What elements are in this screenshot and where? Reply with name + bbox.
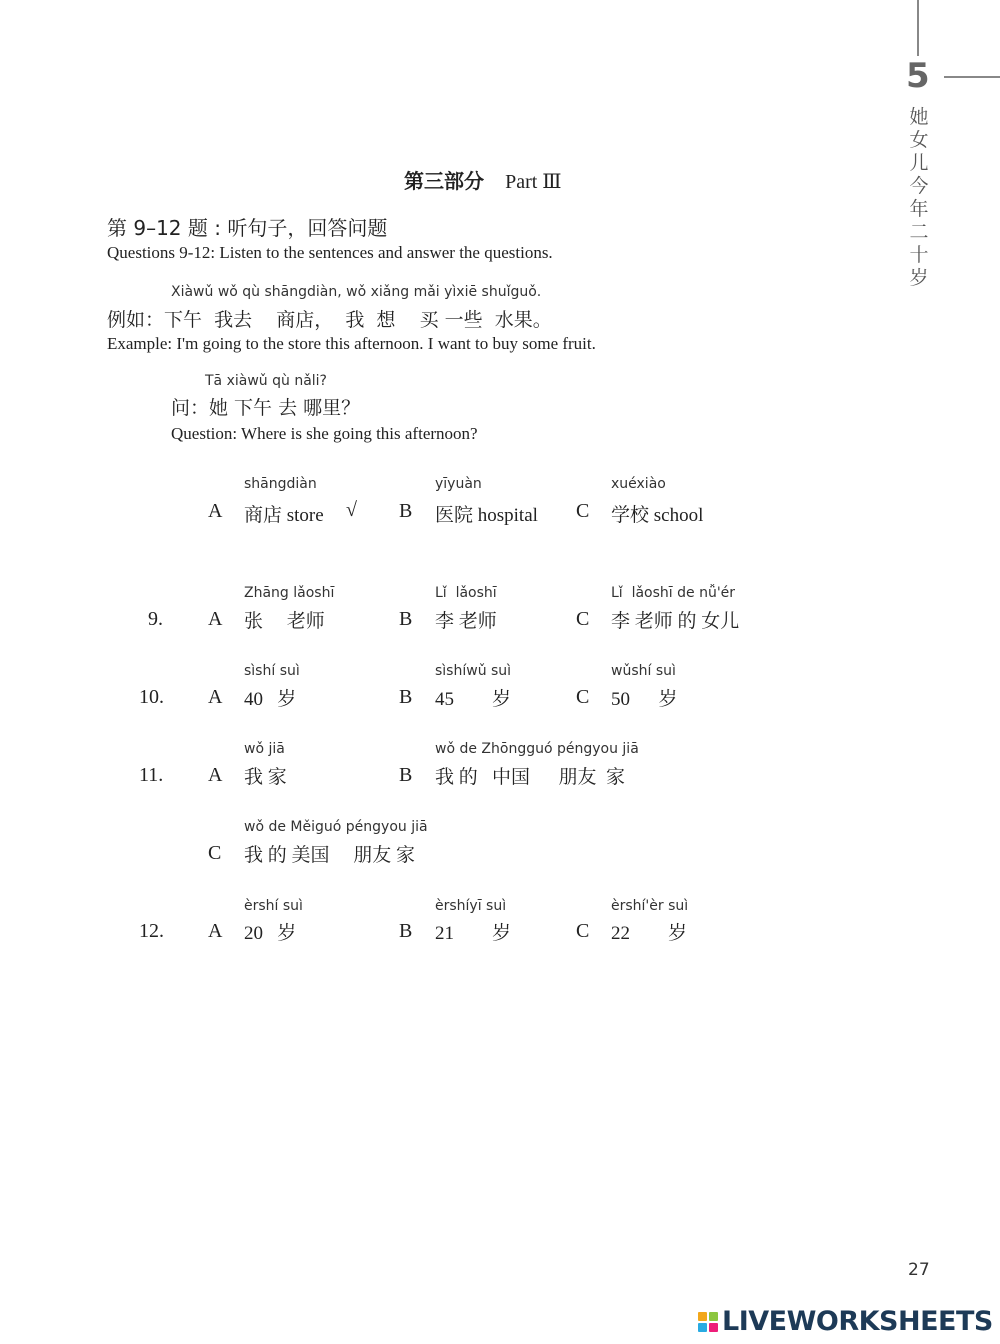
example-pinyin: Xiàwǔ wǒ qù shāngdiàn, wǒ xiǎng mǎi yìxiē shuǐguǒ. bbox=[171, 284, 542, 300]
example-option-b-letter: B bbox=[399, 500, 413, 522]
question-11-option-c-letter[interactable]: C bbox=[208, 842, 222, 864]
question-12-option-a-text[interactable]: 20 岁 bbox=[244, 923, 297, 944]
example-option-a-pinyin: shāngdiàn bbox=[244, 476, 317, 492]
example-question-label: 问： bbox=[171, 397, 210, 419]
question-12-option-b-letter[interactable]: B bbox=[399, 920, 413, 942]
question-9-option-b-letter[interactable]: B bbox=[399, 608, 413, 630]
question-10-option-a-pinyin: sìshí suì bbox=[244, 663, 300, 679]
side-tab-rule bbox=[944, 76, 1000, 78]
logo-square-icon bbox=[709, 1312, 718, 1321]
question-10-option-c-text[interactable]: 50 岁 bbox=[611, 689, 678, 710]
question-12-option-b-text[interactable]: 21 岁 bbox=[435, 923, 512, 944]
example-question-pinyin: Tā xiàwǔ qù nǎli? bbox=[205, 373, 327, 389]
example-question-cn: 她 下午 去 哪里？ bbox=[209, 397, 361, 419]
example-option-a-text: 商店 store bbox=[244, 505, 324, 526]
question-9-option-a-pinyin: Zhāng lǎoshī bbox=[244, 585, 335, 601]
question-11-option-a-text[interactable]: 我 家 bbox=[244, 767, 287, 788]
question-11-option-b-text[interactable]: 我 的 中国 朋友 家 bbox=[435, 767, 626, 788]
question-11-option-c-pinyin: wǒ de Měiguó péngyou jiā bbox=[244, 819, 428, 835]
question-9-option-c-letter[interactable]: C bbox=[576, 608, 590, 630]
example-cn: 下午 我去 商店， 我 想 买 一些 水果。 bbox=[164, 309, 552, 331]
question-9-option-b-text[interactable]: 李 老师 bbox=[435, 611, 497, 632]
instructions-cn: 第 9–12 题 : 听句子，回答问题 bbox=[107, 216, 388, 240]
example-option-b-text: 医院 hospital bbox=[435, 505, 538, 526]
liveworksheets-brand-text: LIVEWORKSHEETS bbox=[722, 1306, 993, 1337]
question-12-option-a-pinyin: èrshí suì bbox=[244, 898, 303, 914]
side-tab-divider bbox=[917, 0, 919, 56]
question-9-option-c-pinyin: Lǐ lǎoshī de nǚ'ér bbox=[611, 585, 736, 601]
page-number: 27 bbox=[908, 1260, 930, 1280]
question-11-option-c-text[interactable]: 我 的 美国 朋友 家 bbox=[244, 845, 416, 866]
question-12-number: 12. bbox=[139, 920, 164, 942]
logo-square-icon bbox=[709, 1323, 718, 1332]
section-title-en: Part Ⅲ bbox=[505, 171, 562, 193]
question-12-option-c-pinyin: èrshí'èr suì bbox=[611, 898, 689, 914]
example-option-c-letter: C bbox=[576, 500, 590, 522]
question-11-option-b-letter[interactable]: B bbox=[399, 764, 413, 786]
question-10-option-a-text[interactable]: 40 岁 bbox=[244, 689, 297, 710]
question-10-option-a-letter[interactable]: A bbox=[208, 686, 223, 708]
example-option-a-letter: A bbox=[208, 500, 223, 522]
question-11-number: 11. bbox=[139, 764, 164, 786]
question-10-option-b-letter[interactable]: B bbox=[399, 686, 413, 708]
liveworksheets-logo-icon bbox=[698, 1312, 718, 1332]
question-9-option-a-letter[interactable]: A bbox=[208, 608, 223, 630]
question-10-option-c-letter[interactable]: C bbox=[576, 686, 590, 708]
question-11-option-b-pinyin: wǒ de Zhōngguó péngyou jiā bbox=[435, 741, 639, 757]
question-12-option-c-text[interactable]: 22 岁 bbox=[611, 923, 688, 944]
example-option-c-pinyin: xuéxiào bbox=[611, 476, 666, 492]
question-10-number: 10. bbox=[139, 686, 164, 708]
example-en: Example: I'm going to the store this afternoon. I want to buy some fruit. bbox=[107, 334, 596, 353]
question-10-option-b-text[interactable]: 45 岁 bbox=[435, 689, 512, 710]
question-9-option-c-text[interactable]: 李 老师 的 女儿 bbox=[611, 611, 740, 632]
question-10-option-c-pinyin: wǔshí suì bbox=[611, 663, 676, 679]
section-title-cn: 第三部分 bbox=[404, 169, 484, 193]
question-9-option-b-pinyin: Lǐ lǎoshī bbox=[435, 585, 497, 601]
example-sentence bbox=[107, 305, 552, 332]
example-question-en: Question: Where is she going this afternoon? bbox=[171, 424, 478, 443]
logo-square-icon bbox=[698, 1312, 707, 1321]
example-option-c-text: 学校 school bbox=[611, 505, 704, 526]
question-10-option-b-pinyin: sìshíwǔ suì bbox=[435, 663, 512, 679]
instructions-en: Questions 9-12: Listen to the sentences and answer the questions. bbox=[107, 243, 553, 262]
question-9-number: 9. bbox=[148, 608, 163, 630]
chapter-number: 5 bbox=[906, 56, 930, 96]
example-label: 例如： bbox=[107, 309, 165, 331]
question-9-option-a-text[interactable]: 张 老师 bbox=[244, 611, 325, 632]
question-12-option-a-letter[interactable]: A bbox=[208, 920, 223, 942]
question-12-option-c-letter[interactable]: C bbox=[576, 920, 590, 942]
checkmark-icon: √ bbox=[346, 499, 357, 521]
section-title bbox=[404, 165, 562, 194]
chapter-title: 她女儿今年二十岁 bbox=[909, 106, 929, 289]
liveworksheets-logo[interactable] bbox=[698, 1306, 993, 1337]
example-option-b-pinyin: yīyuàn bbox=[435, 476, 482, 492]
logo-square-icon bbox=[698, 1323, 707, 1332]
question-12-option-b-pinyin: èrshíyī suì bbox=[435, 898, 507, 914]
question-11-option-a-letter[interactable]: A bbox=[208, 764, 223, 786]
question-11-option-a-pinyin: wǒ jiā bbox=[244, 741, 285, 757]
example-question bbox=[171, 393, 360, 420]
